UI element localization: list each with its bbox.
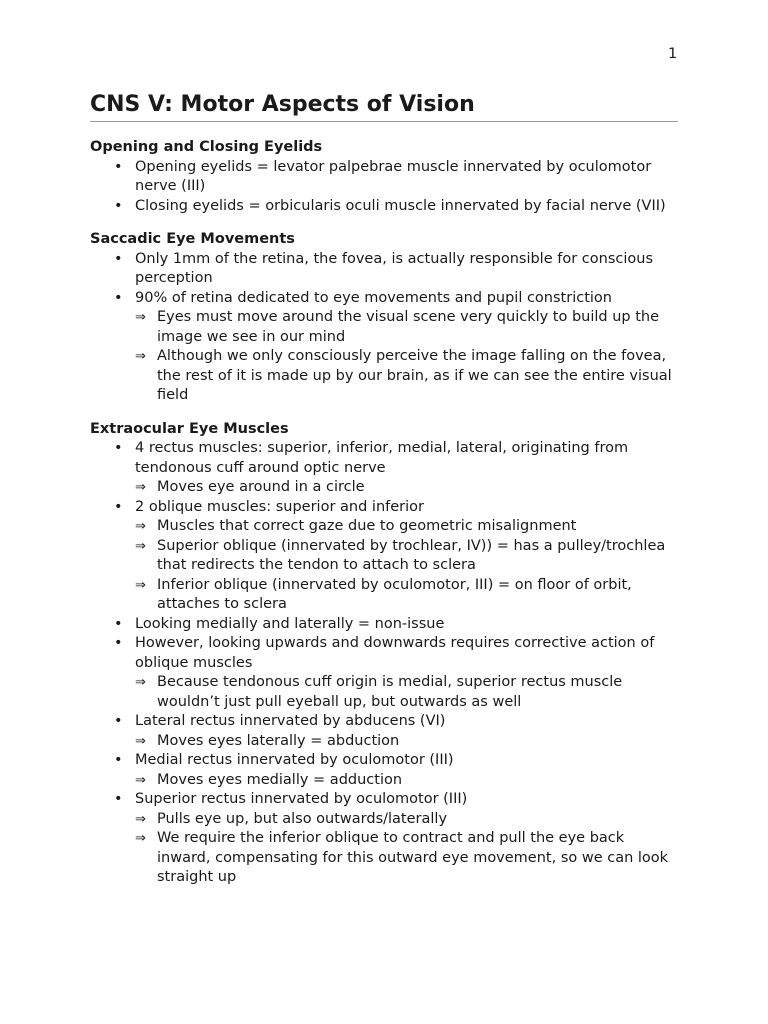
sub-item: ⇒ Superior oblique (innervated by trochlear, IV)) = has a pulley/trochlea that redirects the tendon to attach to sclera (90, 537, 682, 576)
sub-item: ⇒ Inferior oblique (innervated by oculomotor, III) = on floor of orbit, attaches to sclera (90, 576, 682, 615)
sub-item: ⇒ Moves eyes medially = adduction (90, 771, 682, 791)
sub-list (135, 732, 682, 752)
bullet-item (90, 439, 682, 498)
section (90, 420, 682, 888)
sub-list (135, 478, 682, 498)
bullet-item (90, 250, 682, 289)
bullet-item (90, 634, 682, 712)
section (90, 230, 682, 406)
bullet-item (90, 197, 682, 217)
section-heading: Saccadic Eye Movements (90, 231, 295, 247)
bullet-item (90, 498, 682, 615)
sub-list (135, 673, 682, 712)
bullet-item (90, 615, 682, 635)
bullet-list (90, 439, 682, 888)
bullet-item (90, 712, 682, 751)
bullet-text: Medial rectus innervated by oculomotor (III) (135, 752, 454, 768)
bullet-list (90, 250, 682, 406)
bullet-text: However, looking upwards and downwards requires corrective action of oblique muscles (135, 635, 655, 671)
section-heading: Extraocular Eye Muscles (90, 420, 289, 437)
sub-item: ⇒ Moves eye around in a circle (90, 478, 682, 498)
bullet-text: 90% of retina dedicated to eye movements and pupil constriction (135, 289, 612, 306)
sub-item: ⇒ Eyes must move around the visual scene very quickly to build up the image we see in our mind (90, 308, 682, 347)
page-title: CNS V: Motor Aspects of Vision (90, 90, 678, 122)
sub-item: ⇒ Because tendonous cuff origin is medial, superior rectus muscle wouldn’t just pull eyeball up, but outwards as well (90, 673, 682, 712)
sub-list (135, 308, 682, 406)
sub-list (135, 810, 682, 888)
bullet-text: 2 oblique muscles: superior and inferior (135, 498, 424, 515)
sub-item: ⇒ We require the inferior oblique to contract and pull the eye back inward, compensating for this outward eye movement, so we can look straight up (90, 829, 682, 888)
section (90, 138, 682, 216)
document-body (90, 138, 682, 902)
bullet-text: Looking medially and laterally = non-issue (135, 615, 445, 632)
bullet-text: 4 rectus muscles: superior, inferior, medial, lateral, originating from tendonous cuff around optic nerve (135, 440, 629, 476)
section-heading: Opening and Closing Eyelids (90, 139, 323, 155)
bullet-item (90, 289, 682, 406)
page-number: 1 (668, 46, 678, 62)
sub-list (135, 771, 682, 791)
sub-list (135, 517, 682, 615)
bullet-item (90, 158, 682, 197)
bullet-list (90, 158, 682, 217)
bullet-text: Superior rectus innervated by oculomotor (III) (135, 791, 468, 807)
bullet-text: Closing eyelids = orbicularis oculi muscle innervated by facial nerve (VII) (135, 197, 666, 214)
bullet-text: Opening eyelids = levator palpebrae muscle innervated by oculomotor nerve (III) (135, 158, 652, 194)
bullet-text: Lateral rectus innervated by abducens (VI) (135, 713, 446, 729)
sub-item: ⇒ Moves eyes laterally = abduction (90, 732, 682, 752)
sub-item: ⇒ Although we only consciously perceive the image falling on the fovea, the rest of it is made up by our brain, as if we can see the entire visual field (90, 347, 682, 406)
bullet-text: Only 1mm of the retina, the fovea, is actually responsible for conscious perception (135, 250, 653, 286)
sub-item: ⇒ Pulls eye up, but also outwards/laterally (90, 810, 682, 830)
sub-item: ⇒ Muscles that correct gaze due to geometric misalignment (90, 517, 682, 537)
bullet-item (90, 790, 682, 888)
bullet-item (90, 751, 682, 790)
